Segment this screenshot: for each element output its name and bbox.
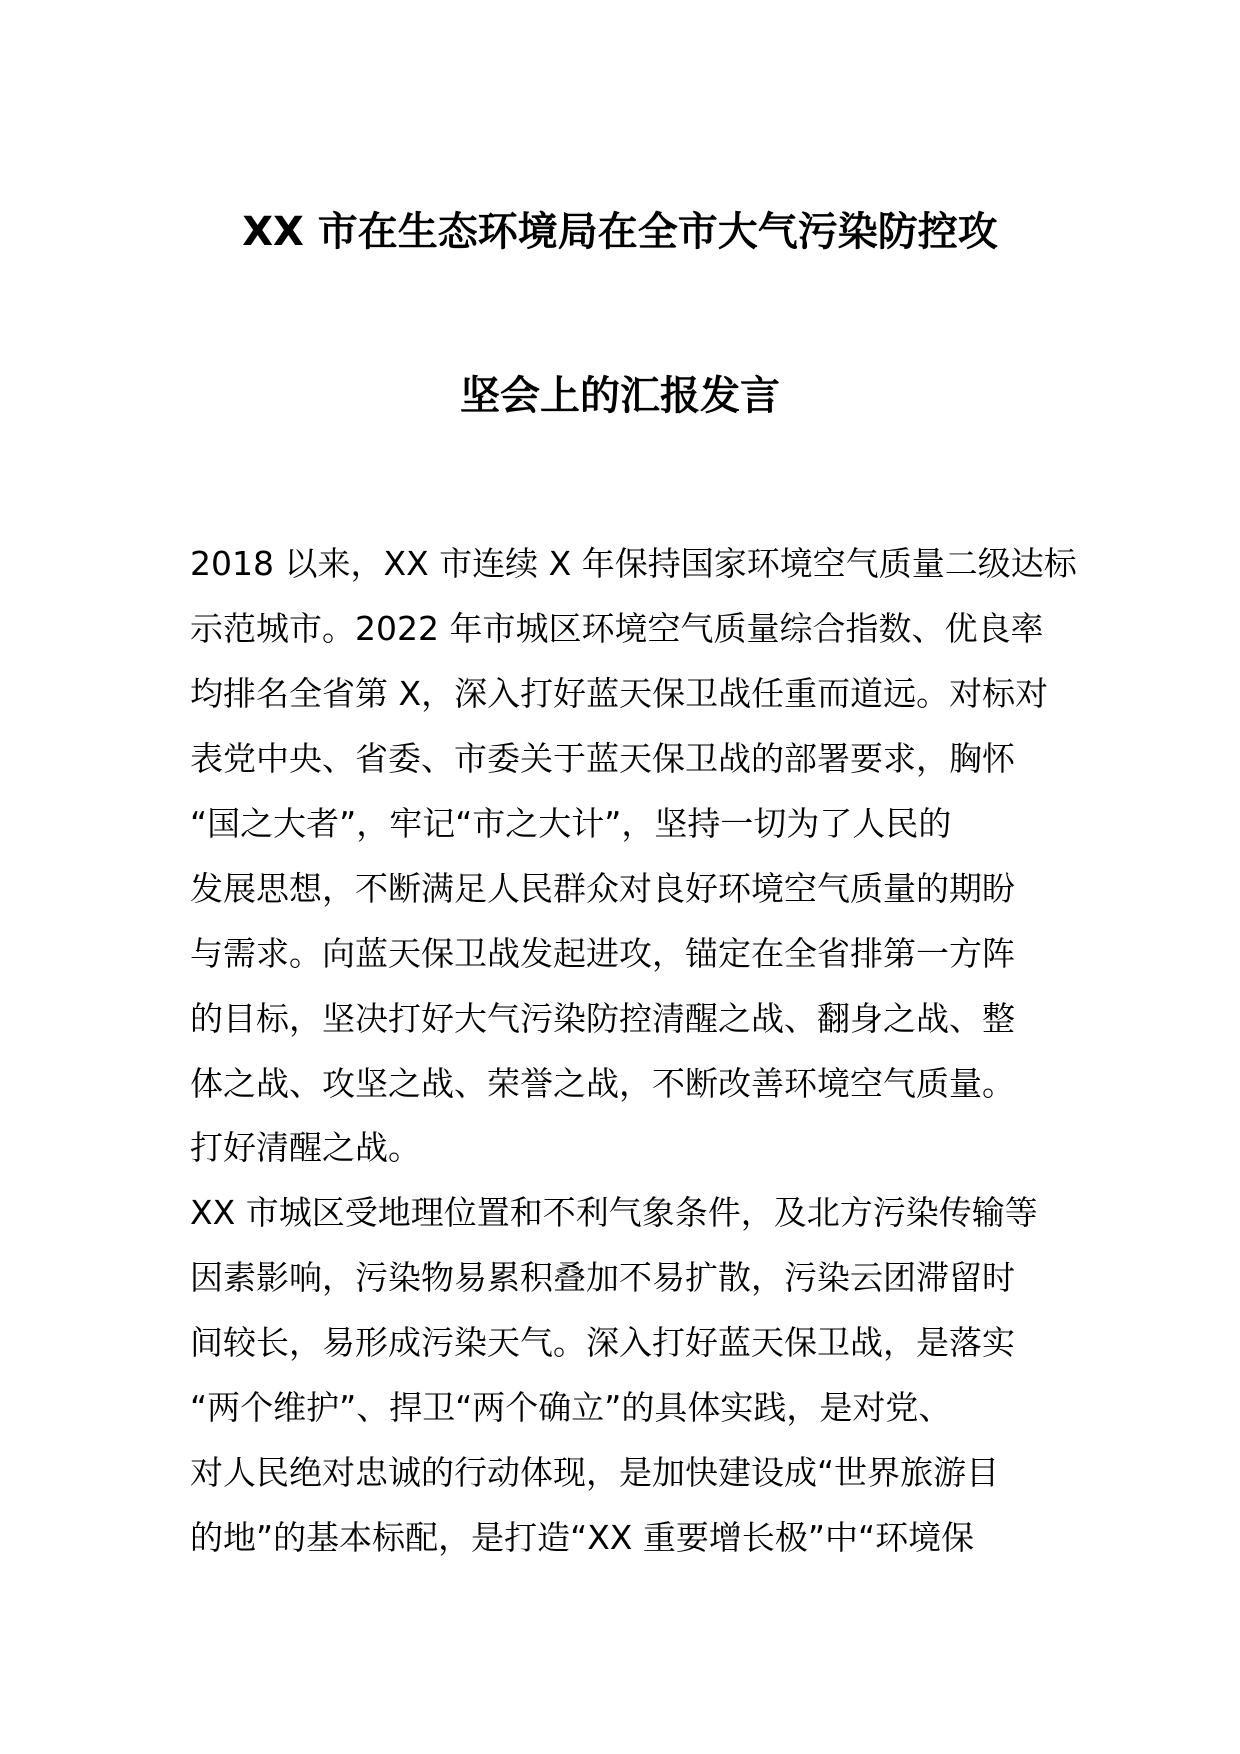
body-line: “两个维护”、捍卫“两个确立”的具体实践，是对党、	[190, 1388, 952, 1427]
body-line: 2018 以来，XX 市连续 X 年保持国家环境空气质量二级达标	[190, 544, 1077, 583]
body-line: 因素影响，污染物易累积叠加不易扩散，污染云团滞留时	[190, 1258, 1015, 1297]
body-line: 示范城市。2022 年市城区环境空气质量综合指数、优良率	[190, 609, 1044, 648]
body-line: 体之战、攻坚之战、荣誉之战，不断改善环境空气质量。	[190, 1064, 1015, 1103]
body-line: 均排名全省第 X，深入打好蓝天保卫战任重而道远。对标对	[190, 674, 1049, 713]
body-line: 表党中央、省委、市委关于蓝天保卫战的部署要求，胸怀	[190, 739, 1015, 778]
body-line: 间较长，易形成污染天气。深入打好蓝天保卫战，是落实	[190, 1323, 1015, 1362]
body-line: “国之大者”，牢记“市之大计”，坚持一切为了人民的	[190, 804, 952, 843]
body-line: XX 市城区受地理位置和不利气象条件，及北方污染传输等	[190, 1193, 1038, 1232]
body-line: 的地”的基本标配，是打造“XX 重要增长极”中“环境保	[190, 1518, 975, 1557]
body-line: 对人民绝对忠诚的行动体现，是加快建设成“世界旅游目	[190, 1453, 1000, 1492]
body-line: 发展思想，不断满足人民群众对良好环境空气质量的期盼	[190, 869, 1015, 908]
body-line: 与需求。向蓝天保卫战发起进攻，锚定在全省排第一方阵	[190, 934, 1015, 973]
body-line: 的目标，坚决打好大气污染防控清醒之战、翻身之战、整	[190, 999, 1015, 1038]
document-title-line-1: XX 市在生态环境局在全市大气污染防控攻	[242, 209, 998, 255]
section-heading: 打好清醒之战。	[190, 1128, 421, 1167]
document-title-line-2: 坚会上的汇报发言	[460, 373, 780, 419]
